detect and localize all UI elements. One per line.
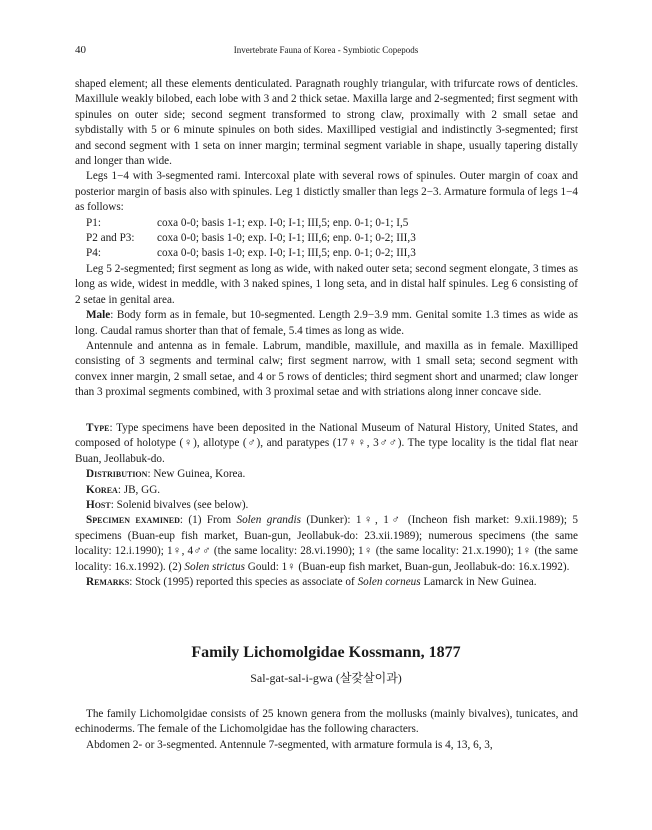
remarks-text: : Stock (1995) reported this species as associate of — [129, 576, 358, 589]
running-title: Invertebrate Fauna of Korea - Symbiotic Copepods — [233, 45, 419, 55]
description-block — [75, 77, 578, 401]
remarks-label: Remarks — [86, 576, 130, 589]
specimens-text: : (1) From — [179, 514, 237, 527]
korea-paragraph — [75, 483, 578, 498]
taxonomy-block — [75, 421, 578, 590]
korea-text: : JB, GG. — [117, 483, 161, 496]
host-paragraph — [75, 498, 578, 513]
armature-row — [75, 246, 578, 261]
type-text: : Type specimens have been deposited in the National Museum of Natural History, United States, and composed of holotype (♀), allotype (♂), and paratypes (17♀♀, 3♂♂). The type locality is the tidal flat near Buan, Jeollabuk-do. — [75, 422, 578, 465]
paragraph: The family Lichomolgidae consists of 25 known genera from the mollusks (mainly bivalves), tunicates, and echinoderms. The female of the Lichomolgidae has the following characters. — [75, 708, 578, 736]
species-name: Solen strictus — [184, 560, 245, 573]
host-label: Host — [86, 499, 111, 512]
paragraph: Leg 5 2-segmented; first segment as long as wide, with naked outer seta; second segment elongate, 3 times as long as wide, widest in meddle, with 3 naked spines, 1 long seta, and in distal half spinules. Leg 6 consisting of 2 setae in genital area. — [75, 262, 578, 306]
species-name: Solen grandis — [236, 514, 301, 527]
family-korean-name: Sal-gat-sal-i-gwa (살갗살이과) — [250, 671, 402, 685]
armature-leg: P2 and P3: — [86, 232, 135, 245]
paragraph: shaped element; all these elements denticulated. Paragnath roughly triangular, with trifurcate rows of denticles. Maxillule weakly bilobed, each lobe with 3 and 2 thick setae. Maxilla large and 2-segmented; first segment with spinules on outer side; second segment transformed to strong claw, proximally with 2 small setae and sybdistally with 5 or 6 minute spinules on both sides. Maxilliped vestigial and indistinctly 3-segmented; first and second segment with 1 seta on inner margin; terminal segment variable in shape, usually tapering distally and longer than wide. — [75, 78, 578, 168]
male-label: Male — [86, 309, 111, 322]
paragraph: Legs 1−4 with 3-segmented rami. Intercoxal plate with several rows of spinules. Outer margin of coax and posterior margin of basis also with spinules. Leg 1 distictly smaller than legs 2−3. Armature formula of legs 1−4 as follows: — [75, 170, 578, 214]
armature-row — [75, 231, 578, 246]
family-block — [75, 707, 578, 753]
distribution-paragraph — [75, 467, 578, 482]
page-number: 40 — [75, 44, 86, 56]
specimens-text: (Dunker): 1♀, 1♂ (Incheon fish market: 9.xii.1989); 5 specimens (Buan-eup fish market, Buan-gun, Jeollabuk-do: 23.xii.1989); numerous specimens (the same locality: 12.i.1990); 1♀, 4♂♂ (the same locality: 28.vi.1990); 1♀ (the same locality: 21.x.1990); 1♀ (the same locality: 16.x.1992). (2) — [75, 514, 578, 573]
species-name: Solen corneus — [357, 576, 421, 589]
armature-formula: coxa 0-0; basis 1-0; exp. I-0; I-1; III,5; enp. 0-1; 0-2; III,3 — [157, 247, 416, 260]
male-text: : Body form as in female, but 10-segmented. Length 2.9−3.9 mm. Genital somite 1.3 times as wide as long. Caudal ramus shorter than that of female, 5.4 times as long as wide. — [75, 309, 578, 337]
distribution-label: Distribution — [86, 468, 148, 481]
paragraph: Antennule and antenna as in female. Labrum, mandible, maxillule, and maxilla as in female. Maxilliped consisting of 3 segments and terminal calw; first segment narrow, with 1 small seta; second segment with convex inner margin, 2 small setae, and 4 or 5 rows of denticles; third segment short and unarmed; claw longer than 3 proximal segments combined, with 3 proximal setae and with striations along inner concave side. — [75, 339, 578, 399]
armature-row — [75, 216, 578, 231]
type-label: Type — [86, 422, 110, 434]
host-text: : Solenid bivalves (see below). — [110, 499, 249, 512]
specimens-label: Specimen examined — [86, 514, 180, 527]
remarks-paragraph — [75, 575, 578, 590]
distribution-text: : New Guinea, Korea. — [147, 468, 246, 481]
armature-formula: coxa 0-0; basis 1-1; exp. I-0; I-1; III,5; enp. 0-1; 0-1; I,5 — [157, 216, 409, 229]
korea-label: Korea — [86, 483, 118, 496]
armature-formula: coxa 0-0; basis 1-0; exp. I-0; I-1; III,6; enp. 0-1; 0-2; III,3 — [157, 232, 416, 245]
specimens-text: Gould: 1♀ (Buan-eup fish market, Buan-gun, Jeollabuk-do: 16.x.1992). — [244, 560, 570, 573]
specimens-paragraph — [75, 513, 578, 575]
paragraph: Abdomen 2- or 3-segmented. Antennule 7-segmented, with armature formula is 4, 13, 6, 3, — [86, 738, 493, 751]
family-heading: Family Lichomolgidae Kossmann, 1877 — [191, 644, 461, 661]
male-paragraph — [75, 308, 578, 339]
type-paragraph — [75, 421, 578, 467]
remarks-text: Lamarck in New Guinea. — [420, 576, 537, 589]
armature-leg: P1: — [86, 216, 101, 229]
armature-leg: P4: — [86, 247, 101, 260]
